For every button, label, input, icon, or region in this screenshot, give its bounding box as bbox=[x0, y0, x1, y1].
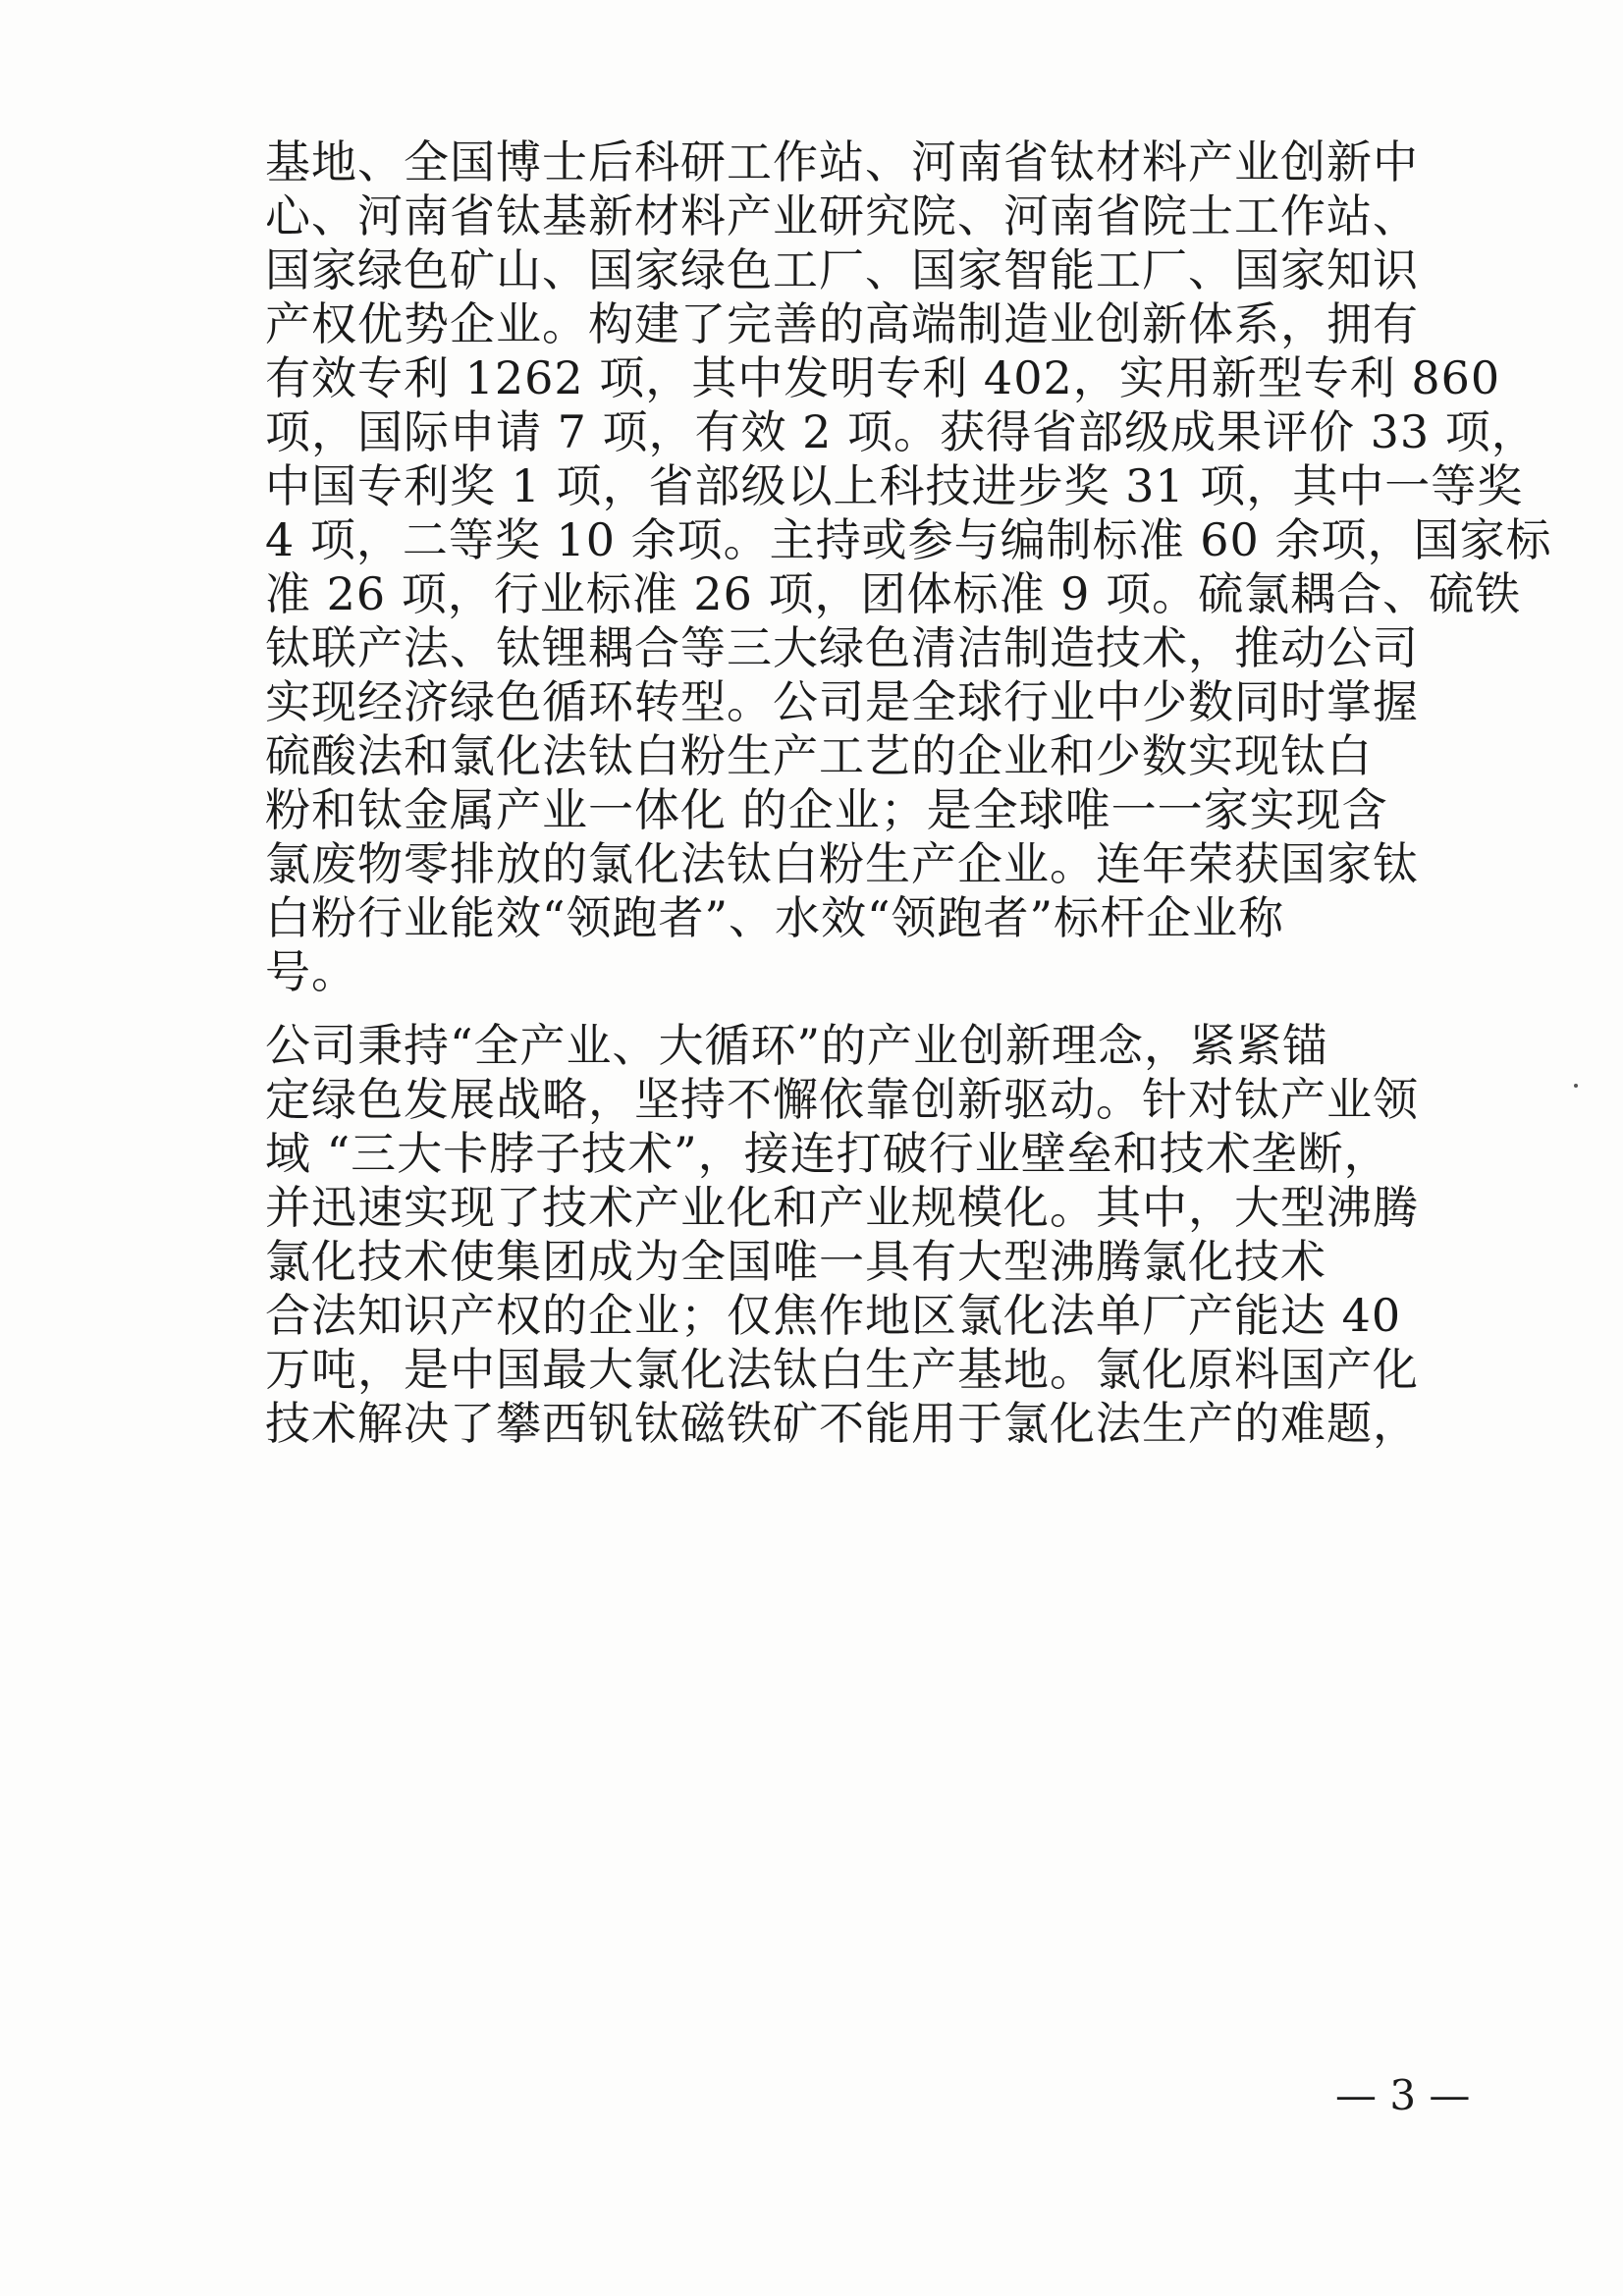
text-line: 粉和钛金属产业一体化 的企业；是全球唯一一家实现含 bbox=[265, 783, 1388, 836]
text-line: 万吨，是中国最大氯化法钛白生产基地。氯化原料国产化 bbox=[265, 1343, 1419, 1396]
text-line: 域 “三大卡脖子技术”，接连打破行业壁垒和技术垄断， bbox=[265, 1127, 1390, 1180]
text-line: 硫酸法和氯化法钛白粉生产工艺的企业和少数实现钛白 bbox=[265, 729, 1373, 782]
text-line: 有效专利 1262 项，其中发明专利 402，实用新型专利 860 bbox=[265, 351, 1501, 404]
text-line: 中国专利奖 1 项，省部级以上科技进步奖 31 项，其中一等奖 bbox=[265, 459, 1524, 512]
text-line: 白粉行业能效“领跑者”、水效“领跑者”标杆企业称 bbox=[265, 891, 1285, 944]
text-line: 项，国际申请 7 项，有效 2 项。获得省部级成果评价 33 项， bbox=[265, 405, 1538, 458]
text-line: 钛联产法、钛锂耦合等三大绿色清洁制造技术，推动公司 bbox=[265, 621, 1419, 674]
text-line: 实现经济绿色循环转型。公司是全球行业中少数同时掌握 bbox=[265, 675, 1419, 728]
text-line: 准 26 项，行业标准 26 项，团体标准 9 项。硫氯耦合、硫铁 bbox=[265, 567, 1522, 620]
text-line: 号。 bbox=[265, 945, 357, 998]
text-line: 心、河南省钛基新材料产业研究院、河南省院士工作站、 bbox=[265, 189, 1419, 242]
text-line: 技术解决了攀西钒钛磁铁矿不能用于氯化法生产的难题， bbox=[265, 1397, 1419, 1450]
text-line: 定绿色发展战略，坚持不懈依靠创新驱动。针对钛产业领 bbox=[265, 1073, 1419, 1126]
text-line: 4 项，二等奖 10 余项。主持或参与编制标准 60 余项，国家标 bbox=[265, 513, 1552, 566]
text-line: 产权优势企业。构建了完善的高端制造业创新体系，拥有 bbox=[265, 297, 1419, 350]
text-line: 合法知识产权的企业；仅焦作地区氯化法单厂产能达 40 bbox=[265, 1289, 1402, 1342]
text-line: 基地、全国博士后科研工作站、河南省钛材料产业创新中 bbox=[265, 135, 1419, 188]
text-line: 并迅速实现了技术产业化和产业规模化。其中，大型沸腾 bbox=[265, 1181, 1419, 1234]
text-line: 国家绿色矿山、国家绿色工厂、国家智能工厂、国家知识 bbox=[265, 243, 1419, 296]
scan-speck bbox=[1574, 1084, 1578, 1088]
text-line: 氯化技术使集团成为全国唯一具有大型沸腾氯化技术 bbox=[265, 1235, 1326, 1288]
page-number: — 3 — bbox=[1335, 2071, 1471, 2119]
text-line: 氯废物零排放的氯化法钛白粉生产企业。连年荣获国家钛 bbox=[265, 837, 1419, 890]
paragraph-start-line: 公司秉持“全产业、大循环”的产业创新理念，紧紧锚 bbox=[265, 1019, 1329, 1072]
